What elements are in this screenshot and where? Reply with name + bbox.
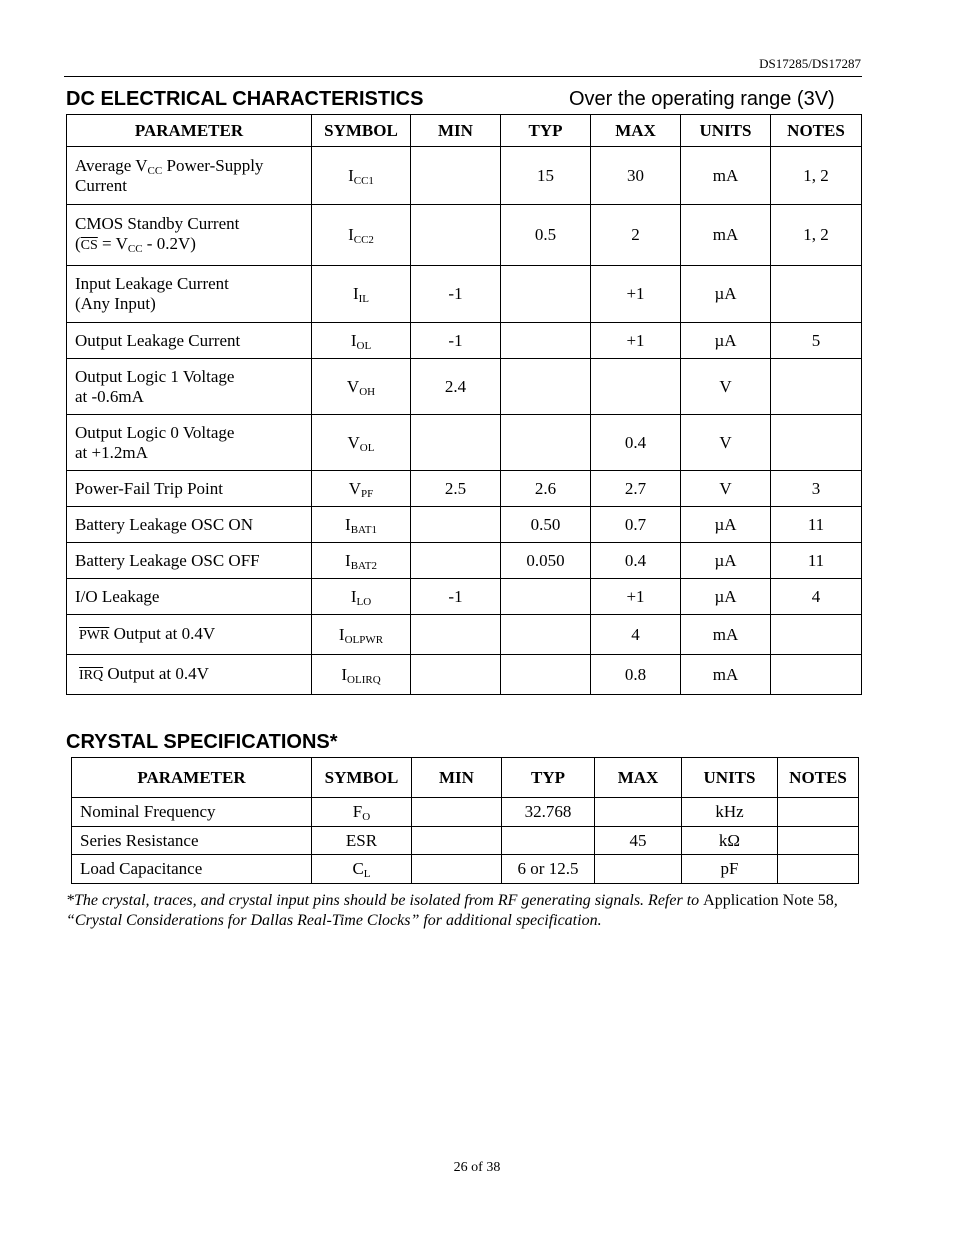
param-cell: Input Leakage Current (Any Input) <box>67 266 312 323</box>
notes-cell <box>771 266 862 323</box>
notes-cell <box>778 855 859 884</box>
table-row <box>67 579 862 615</box>
param-cell: $\overline{PWR}$ Output at 0.4V <box>67 615 312 655</box>
param-cell: Battery Leakage OSC OFF <box>67 543 312 579</box>
crystal-table <box>71 757 859 884</box>
notes-cell <box>778 827 859 855</box>
symbol-cell: ESR <box>312 827 412 855</box>
symbol-cell: $I_{CC2}$ <box>312 205 411 266</box>
dc-section-title: DC ELECTRICAL CHARACTERISTICS <box>66 88 424 110</box>
table-row <box>67 615 862 655</box>
crystal-table-header <box>72 758 859 798</box>
table-row <box>67 205 862 266</box>
symbol-cell: $I_{OLPWR}$ <box>312 615 411 655</box>
min-cell <box>411 205 501 266</box>
symbol-cell: $V_{OL}$ <box>312 415 411 471</box>
notes-cell: 11 <box>771 543 862 579</box>
notes-cell: 4 <box>771 579 862 615</box>
document-id: DS17285/DS17287 <box>759 56 861 71</box>
typ-cell <box>501 579 591 615</box>
table-row <box>67 266 862 323</box>
units-cell: µA <box>681 266 771 323</box>
symbol-cell: $F_O$ <box>312 798 412 827</box>
dc-table-header <box>67 115 862 147</box>
typ-cell: 0.5 <box>501 205 591 266</box>
notes-cell: 1, 2 <box>771 205 862 266</box>
notes-cell <box>771 615 862 655</box>
table-row <box>72 827 859 855</box>
units-cell: kΩ <box>682 827 778 855</box>
col-header-parameter: PARAMETER <box>67 115 312 147</box>
param-cell: Output Logic 1 Voltage at -0.6mA <box>67 359 312 415</box>
typ-cell <box>501 615 591 655</box>
symbol-cell: $C_L$ <box>312 855 412 884</box>
col-header-typ: TYP <box>502 758 595 798</box>
units-cell: µA <box>681 579 771 615</box>
param-cell: Power-Fail Trip Point <box>67 471 312 507</box>
notes-cell <box>778 798 859 827</box>
table-row <box>67 359 862 415</box>
table-row <box>67 543 862 579</box>
col-header-units: UNITS <box>682 758 778 798</box>
param-cell: Battery Leakage OSC ON <box>67 507 312 543</box>
typ-cell: 32.768 <box>502 798 595 827</box>
max-cell: +1 <box>591 579 681 615</box>
symbol-cell: $V_{PF}$ <box>312 471 411 507</box>
typ-cell: 6 or 12.5 <box>502 855 595 884</box>
symbol-cell: $I_{BAT2}$ <box>312 543 411 579</box>
col-header-symbol: SYMBOL <box>312 115 411 147</box>
typ-cell <box>501 415 591 471</box>
min-cell: 2.4 <box>411 359 501 415</box>
crystal-section-title: CRYSTAL SPECIFICATIONS* <box>66 731 338 753</box>
symbol-cell: $I_{OL}$ <box>312 323 411 359</box>
min-cell <box>411 615 501 655</box>
units-cell: µA <box>681 507 771 543</box>
col-header-min: MIN <box>411 115 501 147</box>
units-cell: V <box>681 471 771 507</box>
min-cell <box>411 415 501 471</box>
param-cell: Output Logic 0 Voltage at +1.2mA <box>67 415 312 471</box>
param-cell: Average $V_{CC}$ Power-Supply Current <box>67 147 312 205</box>
table-row <box>72 855 859 884</box>
param-cell: CMOS Standby Current $(\overline{CS} = V_{CC} - 0.2V)$ <box>67 205 312 266</box>
units-cell: mA <box>681 655 771 695</box>
col-header-typ: TYP <box>501 115 591 147</box>
max-cell: 2 <box>591 205 681 266</box>
min-cell: 2.5 <box>411 471 501 507</box>
col-header-units: UNITS <box>681 115 771 147</box>
page-number: 26 of 38 <box>453 1160 501 1175</box>
notes-cell: 11 <box>771 507 862 543</box>
min-cell <box>412 827 502 855</box>
min-cell: -1 <box>411 579 501 615</box>
min-cell: -1 <box>411 266 501 323</box>
symbol-cell: $I_{IL}$ <box>312 266 411 323</box>
notes-cell: 3 <box>771 471 862 507</box>
param-cell: Series Resistance <box>72 827 312 855</box>
max-cell: 0.7 <box>591 507 681 543</box>
dc-table <box>66 114 862 695</box>
notes-cell <box>771 415 862 471</box>
units-cell: V <box>681 359 771 415</box>
notes-cell <box>771 655 862 695</box>
max-cell <box>595 798 682 827</box>
min-cell <box>411 655 501 695</box>
header-rule <box>64 76 862 77</box>
typ-cell <box>502 827 595 855</box>
units-cell: kHz <box>682 798 778 827</box>
max-cell: 4 <box>591 615 681 655</box>
param-cell: Nominal Frequency <box>72 798 312 827</box>
max-cell <box>591 359 681 415</box>
notes-cell: 1, 2 <box>771 147 862 205</box>
table-row <box>67 147 862 205</box>
col-header-notes: NOTES <box>771 115 862 147</box>
max-cell: 2.7 <box>591 471 681 507</box>
typ-cell: 0.50 <box>501 507 591 543</box>
table-row <box>67 471 862 507</box>
min-cell <box>411 507 501 543</box>
typ-cell: 15 <box>501 147 591 205</box>
notes-cell <box>771 359 862 415</box>
units-cell: mA <box>681 147 771 205</box>
symbol-cell: $I_{CC1}$ <box>312 147 411 205</box>
crystal-footnote: *The crystal, traces, and crystal input pins should be isolated from RF generating signals. Refer to Application Note 58, “Crystal Considerations for Dallas Real-Time Clocks” for additional specification. <box>66 892 838 929</box>
typ-cell: 2.6 <box>501 471 591 507</box>
col-header-parameter: PARAMETER <box>72 758 312 798</box>
min-cell <box>412 855 502 884</box>
symbol-cell: $I_{LO}$ <box>312 579 411 615</box>
units-cell: µA <box>681 543 771 579</box>
max-cell: 30 <box>591 147 681 205</box>
min-cell <box>412 798 502 827</box>
param-cell: Load Capacitance <box>72 855 312 884</box>
col-header-max: MAX <box>595 758 682 798</box>
param-cell: I/O Leakage <box>67 579 312 615</box>
units-cell: pF <box>682 855 778 884</box>
units-cell: mA <box>681 205 771 266</box>
max-cell: +1 <box>591 266 681 323</box>
table-row <box>72 798 859 827</box>
typ-cell <box>501 655 591 695</box>
typ-cell <box>501 323 591 359</box>
col-header-notes: NOTES <box>778 758 859 798</box>
max-cell <box>595 855 682 884</box>
table-row <box>67 323 862 359</box>
max-cell: 0.8 <box>591 655 681 695</box>
symbol-cell: $I_{BAT1}$ <box>312 507 411 543</box>
units-cell: µA <box>681 323 771 359</box>
max-cell: 45 <box>595 827 682 855</box>
max-cell: +1 <box>591 323 681 359</box>
symbol-cell: $V_{OH}$ <box>312 359 411 415</box>
min-cell: -1 <box>411 323 501 359</box>
notes-cell: 5 <box>771 323 862 359</box>
col-header-symbol: SYMBOL <box>312 758 412 798</box>
max-cell: 0.4 <box>591 543 681 579</box>
dc-section-subtitle: Over the operating range (3V) <box>569 88 835 110</box>
units-cell: mA <box>681 615 771 655</box>
min-cell <box>411 543 501 579</box>
min-cell <box>411 147 501 205</box>
typ-cell: 0.050 <box>501 543 591 579</box>
symbol-cell: $I_{OLIRQ}$ <box>312 655 411 695</box>
typ-cell <box>501 266 591 323</box>
typ-cell <box>501 359 591 415</box>
col-header-min: MIN <box>412 758 502 798</box>
table-row <box>67 507 862 543</box>
table-row <box>67 415 862 471</box>
param-cell: $\overline{IRQ}$ Output at 0.4V <box>67 655 312 695</box>
col-header-max: MAX <box>591 115 681 147</box>
param-cell: Output Leakage Current <box>67 323 312 359</box>
table-row <box>67 655 862 695</box>
units-cell: V <box>681 415 771 471</box>
max-cell: 0.4 <box>591 415 681 471</box>
